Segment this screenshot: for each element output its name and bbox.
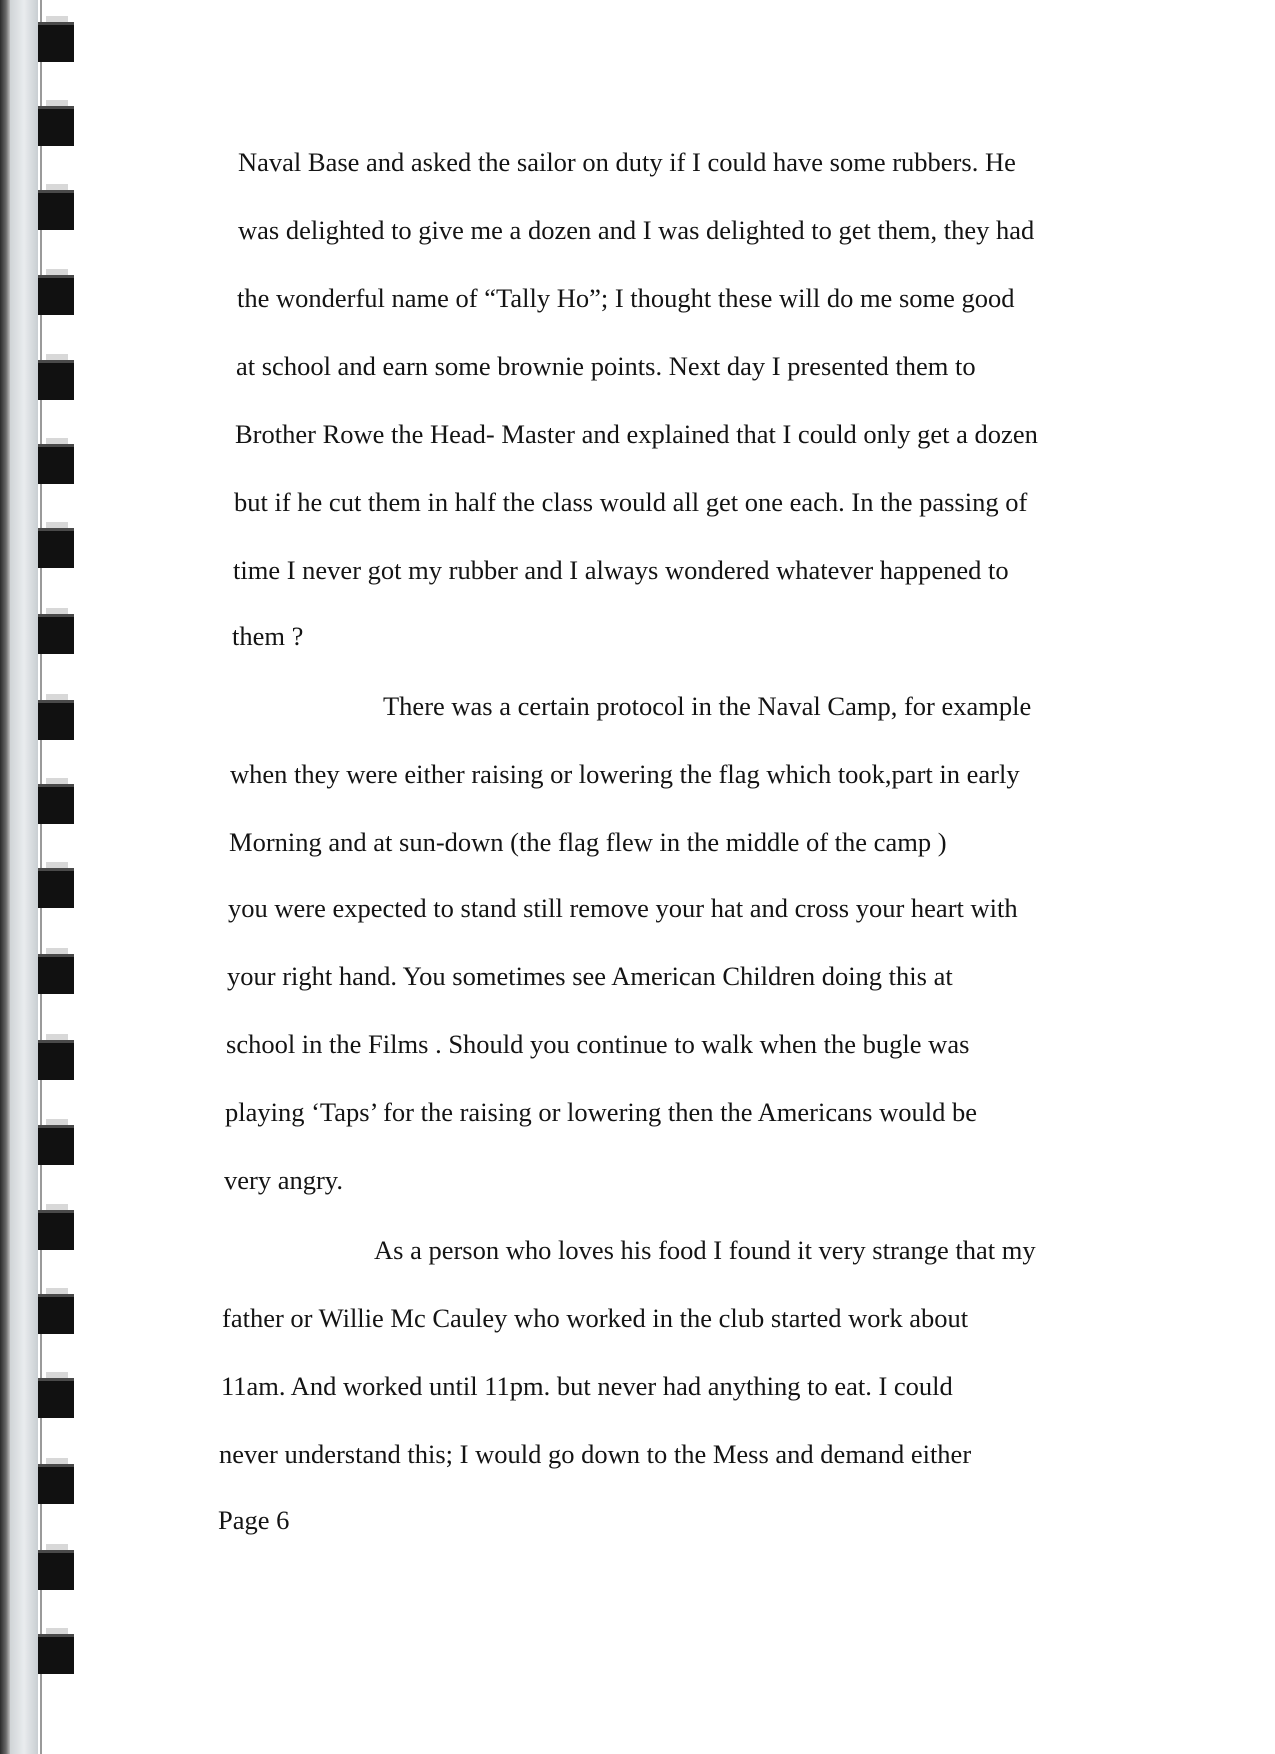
binding-punch-hole [38, 1294, 74, 1334]
binding-strip [10, 0, 38, 1754]
binding-punch-hole [38, 1634, 74, 1674]
binding-punch-hole [38, 1550, 74, 1590]
text-line: Morning and at sun-down (the flag flew in the middle of the camp ) [229, 827, 947, 857]
text-line: Naval Base and asked the sailor on duty if I could have some rubbers. He [238, 147, 1016, 177]
binding-punch-hole [38, 22, 74, 62]
text-line: very angry. [224, 1165, 343, 1195]
binding-edge-shadow [0, 0, 10, 1754]
binding-punch-hole [38, 444, 74, 484]
text-line: them ? [232, 621, 304, 651]
binding-punch-hole [38, 700, 74, 740]
text-line: your right hand. You sometimes see American Children doing this at [227, 961, 953, 991]
binding-punch-hole [38, 614, 74, 654]
text-line: at school and earn some brownie points. Next day I presented them to [236, 351, 976, 381]
binding-punch-hole [38, 1125, 74, 1165]
binding-punch-hole [38, 1040, 74, 1080]
binding-punch-hole [38, 868, 74, 908]
text-line: father or Willie Mc Cauley who worked in the club started work about [222, 1303, 969, 1333]
text-line: There was a certain protocol in the Naval Camp, for example [383, 691, 1032, 721]
binding-punch-hole [38, 954, 74, 994]
text-line: never understand this; I would go down to the Mess and demand either [219, 1439, 972, 1469]
text-line: school in the Films . Should you continue to walk when the bugle was [226, 1029, 970, 1059]
binding-punch-hole [38, 528, 74, 568]
text-line: but if he cut them in half the class would all get one each. In the passing of [234, 487, 1028, 517]
binding-punch-hole [38, 275, 74, 315]
binding-punch-hole [38, 360, 74, 400]
text-line: As a person who loves his food I found it very strange that my [374, 1235, 1036, 1265]
text-line: time I never got my rubber and I always wondered whatever happened to [233, 555, 1009, 585]
text-line: you were expected to stand still remove your hat and cross your heart with [228, 893, 1018, 923]
binding-punch-hole [38, 784, 74, 824]
text-line: 11am. And worked until 11pm. but never had anything to eat. I could [221, 1371, 953, 1401]
binding-punch-hole [38, 106, 74, 146]
binding-punch-hole [38, 190, 74, 230]
text-line: when they were either raising or lowering the flag which took,part in early [230, 759, 1020, 789]
text-line: was delighted to give me a dozen and I was delighted to get them, they had [238, 215, 1035, 245]
page-number: Page 6 [218, 1505, 290, 1535]
binding-punch-hole [38, 1464, 74, 1504]
binding-punch-hole [38, 1378, 74, 1418]
text-line: the wonderful name of “Tally Ho”; I thought these will do me some good [237, 283, 1015, 313]
text-line: playing ‘Taps’ for the raising or lowering then the Americans would be [225, 1097, 977, 1127]
text-line: Brother Rowe the Head- Master and explained that I could only get a dozen [235, 419, 1038, 449]
binding-punch-hole [38, 1210, 74, 1250]
